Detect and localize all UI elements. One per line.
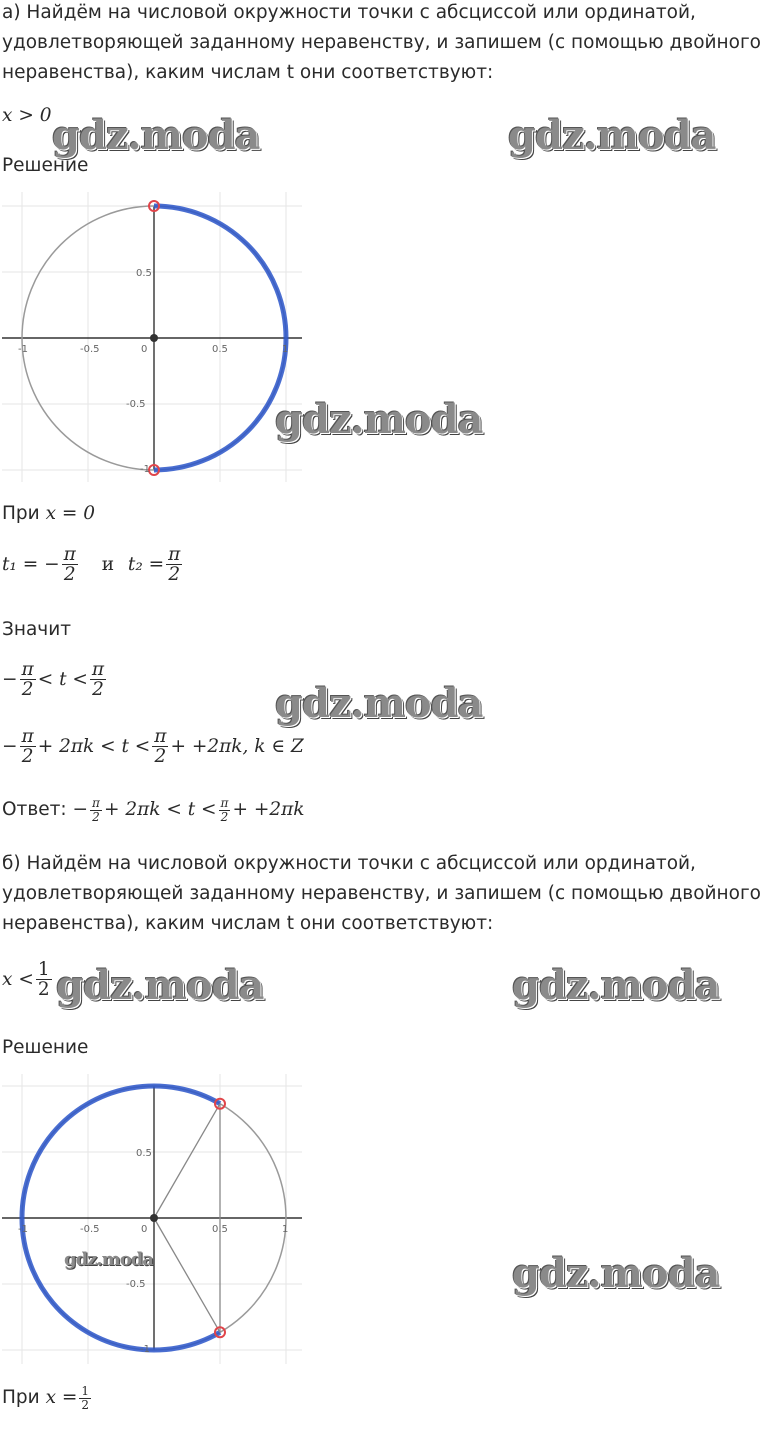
frac-num: π (21, 659, 34, 680)
unit-circle-graph-b (2, 1074, 302, 1364)
radius-bottom (154, 1218, 220, 1332)
tick-label: 1 (282, 1224, 289, 1235)
inequality-lhs: x < (2, 968, 34, 990)
tick-label: -1 (140, 1344, 150, 1355)
ineq-mid: + 2πk < t < (37, 735, 151, 757)
answer-tail: + +2πk (232, 799, 305, 821)
frac-num: π (91, 659, 105, 680)
watermark: gdz.moda (512, 962, 720, 1009)
frac-num: 1 (37, 959, 50, 980)
frac-den: 2 (21, 746, 34, 768)
inequality-general (2, 727, 304, 767)
frac-den: 2 (154, 746, 167, 768)
tick-label: 0.5 (212, 1224, 228, 1235)
watermark: gdz.moda (56, 962, 264, 1009)
frac-den: 2 (220, 809, 229, 824)
solution-label-b: Решение (2, 1037, 89, 1058)
origin-point (150, 1214, 158, 1222)
therefore-label: Значит (2, 619, 72, 640)
watermark: gdz.moda (512, 1250, 720, 1297)
frac-den: 2 (81, 1397, 90, 1412)
at-expr: x = 0 (45, 503, 96, 524)
at-x-a (2, 503, 95, 524)
minus-sign: − (72, 799, 89, 821)
t2-expr: t₂ = (127, 553, 165, 575)
solution-label-a: Решение (2, 155, 89, 176)
answer-a (2, 797, 304, 823)
tick-label: 0 (141, 344, 148, 355)
origin-point (150, 334, 158, 342)
tick-label: 0.5 (136, 268, 152, 279)
minus-sign: − (2, 735, 18, 757)
frac-den: 2 (168, 564, 181, 586)
ineq-tail: + +2πk, k ∈ Z (170, 735, 304, 757)
inequality-b (2, 960, 54, 1000)
minus-sign: − (2, 668, 18, 690)
tick-label: 0 (141, 1224, 148, 1235)
at-label: При (2, 503, 40, 524)
task-b-line-2: удовлетворяющей заданному неравенству, и запишем (с помощью двойного (2, 883, 761, 904)
tick-label: -1 (140, 464, 150, 475)
frac-num: π (63, 544, 76, 565)
answer-label: Ответ: (2, 799, 67, 821)
watermark: gdz.moda (275, 680, 483, 727)
inequality-a: x > 0 (2, 105, 52, 126)
frac-den: 2 (21, 679, 34, 701)
at-x-b (2, 1385, 93, 1411)
frac-den: 2 (63, 564, 76, 586)
unit-circle-graph-a (2, 192, 302, 482)
tick-label: 1 (282, 344, 289, 355)
tick-label: -1 (18, 344, 28, 355)
tick-label: -0.5 (126, 1279, 146, 1290)
at-label: При (2, 1387, 40, 1409)
task-b-line-1: б) Найдём на числовой окружности точки с абсциссой или ординатой, (2, 853, 696, 874)
watermark: gdz.moda (64, 1249, 153, 1270)
radius-top (154, 1104, 220, 1218)
frac-num: π (92, 796, 100, 810)
inequality-simple (2, 660, 108, 700)
frac-num: 1 (81, 1384, 90, 1398)
frac-den: 2 (92, 679, 104, 701)
t-values (2, 545, 184, 585)
task-a-line-3: неравенства), каким числам t они соответствуют: (2, 62, 494, 83)
watermark: gdz.moda (275, 396, 483, 443)
tick-label: -0.5 (80, 1224, 100, 1235)
at-expr: x = (45, 1387, 78, 1409)
tick-label: -0.5 (126, 399, 146, 410)
watermark: gdz.moda (52, 112, 260, 159)
task-b-line-3: неравенства), каким числам t они соответствуют: (2, 913, 494, 934)
ineq-mid: < t < (37, 668, 88, 690)
answer-mid: + 2πk < t < (103, 799, 217, 821)
tick-label: -1 (18, 1224, 28, 1235)
tick-label: 0.5 (212, 344, 228, 355)
frac-num: π (21, 726, 34, 747)
frac-num: π (154, 726, 167, 747)
tick-label: 0.5 (136, 1148, 152, 1159)
tick-label: -0.5 (80, 344, 100, 355)
task-a-line-1: а) Найдём на числовой окружности точки с абсциссой или ординатой, (2, 2, 696, 23)
and-word: и (101, 553, 115, 575)
watermark: gdz.moda (508, 112, 716, 159)
task-a-line-2: удовлетворяющей заданному неравенству, и запишем (с помощью двойного (2, 32, 761, 53)
frac-den: 2 (92, 809, 100, 824)
t1-expr: t₁ = − (2, 553, 60, 575)
frac-num: π (220, 796, 229, 810)
frac-den: 2 (37, 979, 50, 1001)
frac-num: π (168, 544, 181, 565)
